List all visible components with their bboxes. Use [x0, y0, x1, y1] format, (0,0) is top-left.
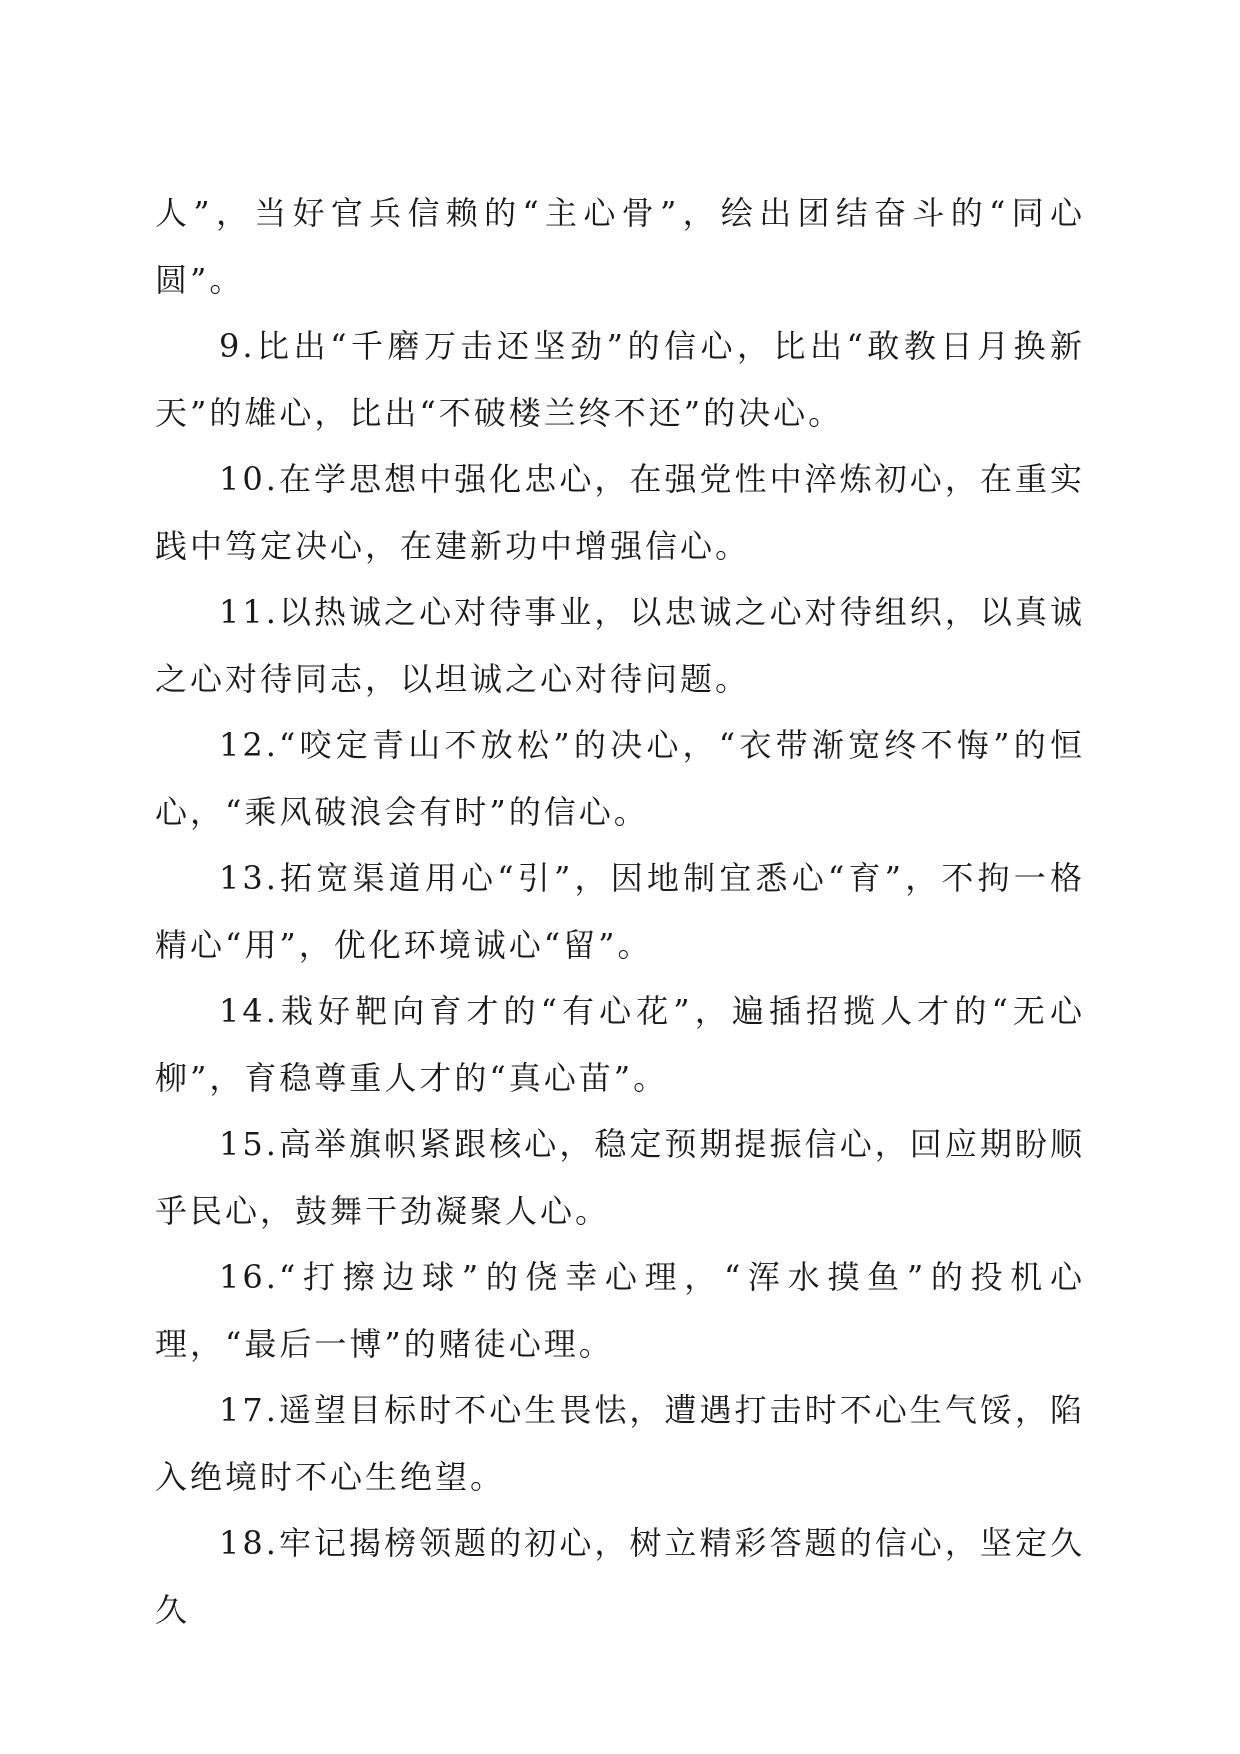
paragraph-10: 10.在学思想中强化忠心，在强党性中淬炼初心，在重实践中笃定决心，在建新功中增强信心。	[155, 460, 1085, 565]
paragraph-18: 18.牢记揭榜领题的初心，树立精彩答题的信心，坚定久久	[155, 1524, 1085, 1629]
paragraph-13: 13.拓宽渠道用心“引”，因地制宜悉心“育”，不拘一格精心“用”，优化环境诚心“留”。	[155, 859, 1085, 964]
paragraph-11: 11.以热诚之心对待事业，以忠诚之心对待组织，以真诚之心对待同志，以坦诚之心对待问题。	[155, 593, 1085, 698]
paragraph-14: 14.栽好靶向育才的“有心花”，遍插招揽人才的“无心柳”，育稳尊重人才的“真心苗”。	[155, 992, 1085, 1097]
paragraph-15: 15.高举旗帜紧跟核心，稳定预期提振信心，回应期盼顺乎民心，鼓舞干劲凝聚人心。	[155, 1125, 1085, 1230]
paragraph-9: 9.比出“千磨万击还坚劲”的信心，比出“敢教日月换新天”的雄心，比出“不破楼兰终不还”的决心。	[155, 327, 1085, 432]
paragraph-16: 16.“打擦边球”的侥幸心理，“浑水摸鱼”的投机心理，“最后一博”的赌徒心理。	[155, 1258, 1085, 1363]
paragraph-12: 12.“咬定青山不放松”的决心，“衣带渐宽终不悔”的恒心，“乘风破浪会有时”的信心。	[155, 726, 1085, 831]
document-body	[155, 180, 1085, 1643]
paragraph-17: 17.遥望目标时不心生畏怯，遭遇打击时不心生气馁，陷入绝境时不心生绝望。	[155, 1391, 1085, 1496]
paragraph-continuation: 人”，当好官兵信赖的“主心骨”，绘出团结奋斗的“同心圆”。	[155, 194, 1085, 299]
